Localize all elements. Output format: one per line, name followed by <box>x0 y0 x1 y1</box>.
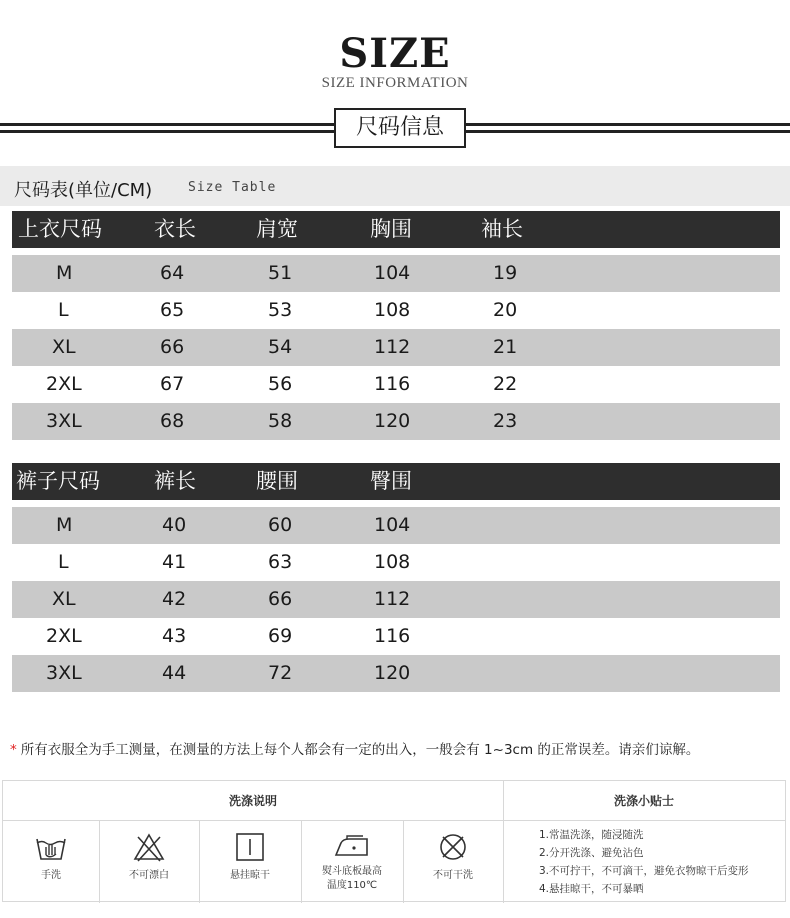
top-header-size: 上衣尺码 <box>18 217 102 241</box>
value-cell: 108 <box>374 551 411 573</box>
pants-header-hip: 臀围 <box>370 469 412 493</box>
table-row <box>12 329 780 366</box>
value-cell: 20 <box>493 299 518 321</box>
value-cell: 69 <box>268 625 293 647</box>
hand-wash-icon <box>34 831 68 863</box>
table-row <box>12 366 780 403</box>
value-cell: 108 <box>374 299 411 321</box>
value-cell: 53 <box>268 299 293 321</box>
size-cell: XL <box>52 336 76 358</box>
pants-header-length: 裤长 <box>154 469 196 493</box>
table-row <box>12 618 780 655</box>
care-label-line: 熨斗底板最高 <box>322 866 382 877</box>
page-subtitle: SIZE INFORMATION <box>321 75 469 91</box>
wash-tip: 2.分开洗涤、避免沾色 <box>539 847 644 859</box>
value-cell: 63 <box>268 551 293 573</box>
note-star: * <box>10 742 17 758</box>
wash-tip: 3.不可拧干，不可滴干，避免衣物晾干后变形 <box>539 865 749 877</box>
pants-header-waist: 腰围 <box>256 469 298 493</box>
value-cell: 51 <box>268 262 293 284</box>
size-cell: L <box>58 551 69 573</box>
no-bleach-icon <box>132 831 166 863</box>
size-cell: L <box>58 299 69 321</box>
care-item-hang-dry <box>199 821 301 903</box>
care-label <box>301 865 403 893</box>
care-label: 手洗 <box>41 870 61 881</box>
size-info-banner: 尺码信息 <box>334 108 466 148</box>
value-cell: 72 <box>268 662 293 684</box>
value-cell: 68 <box>160 410 185 432</box>
care-item-no-bleach <box>99 821 199 903</box>
care-instructions <box>2 780 786 902</box>
value-cell: 116 <box>374 373 411 395</box>
wash-tip: 1.常温洗涤，随浸随洗 <box>539 829 644 841</box>
value-cell: 67 <box>160 373 185 395</box>
pants-table-header <box>12 463 780 500</box>
size-cell: 3XL <box>46 410 82 432</box>
care-label: 悬挂晾干 <box>230 870 270 881</box>
value-cell: 112 <box>374 588 411 610</box>
value-cell: 21 <box>493 336 518 358</box>
size-cell: 2XL <box>46 373 82 395</box>
value-cell: 60 <box>268 514 293 536</box>
measurement-note <box>10 738 699 758</box>
hang-dry-icon <box>233 831 267 863</box>
top-table-header <box>12 211 780 248</box>
iron-icon <box>333 831 371 863</box>
table-row <box>12 403 780 440</box>
size-table-subtitle: Size Table <box>188 180 277 195</box>
top-header-sleeve: 袖长 <box>481 217 523 241</box>
note-text: 所有衣服全为手工测量，在测量的方法上每个人都会有一定的出入，一般会有 1~3cm 的正常误差。请亲们谅解。 <box>20 742 700 758</box>
wash-tips-title: 洗涤小贴士 <box>503 781 785 821</box>
care-item-no-dry-clean <box>403 821 503 903</box>
value-cell: 23 <box>493 410 518 432</box>
no-dry-clean-icon <box>436 831 470 863</box>
value-cell: 120 <box>374 410 411 432</box>
table-row <box>12 655 780 692</box>
value-cell: 42 <box>162 588 187 610</box>
value-cell: 41 <box>162 551 187 573</box>
value-cell: 66 <box>160 336 185 358</box>
value-cell: 54 <box>268 336 293 358</box>
wash-tip: 4.悬挂晾干，不可暴晒 <box>539 883 644 895</box>
value-cell: 65 <box>160 299 185 321</box>
care-label: 不可漂白 <box>129 870 169 881</box>
top-header-shoulder: 肩宽 <box>256 217 298 241</box>
value-cell: 19 <box>493 262 518 284</box>
size-cell: 2XL <box>46 625 82 647</box>
value-cell: 58 <box>268 410 293 432</box>
value-cell: 40 <box>162 514 187 536</box>
pants-header-size: 裤子尺码 <box>16 469 100 493</box>
wash-instructions-title: 洗涤说明 <box>3 781 503 821</box>
table-row <box>12 581 780 618</box>
care-item-hand-wash <box>3 821 99 903</box>
care-divider <box>503 781 504 903</box>
value-cell: 43 <box>162 625 187 647</box>
value-cell: 44 <box>162 662 187 684</box>
care-label-line: 温度110℃ <box>326 880 378 891</box>
value-cell: 104 <box>374 514 411 536</box>
table-row <box>12 255 780 292</box>
size-cell: 3XL <box>46 662 82 684</box>
table-row <box>12 544 780 581</box>
value-cell: 104 <box>374 262 411 284</box>
table-row <box>12 292 780 329</box>
size-cell: M <box>56 262 73 284</box>
value-cell: 66 <box>268 588 293 610</box>
top-header-length: 衣长 <box>154 217 196 241</box>
care-item-iron <box>301 821 403 903</box>
size-cell: XL <box>52 588 76 610</box>
size-cell: M <box>56 514 73 536</box>
page-title: SIZE <box>339 30 451 77</box>
table-row <box>12 507 780 544</box>
value-cell: 112 <box>374 336 411 358</box>
size-table-title-bar <box>0 166 790 206</box>
care-label: 不可干洗 <box>433 870 473 881</box>
top-header-chest: 胸围 <box>370 217 412 241</box>
value-cell: 56 <box>268 373 293 395</box>
value-cell: 116 <box>374 625 411 647</box>
value-cell: 120 <box>374 662 411 684</box>
value-cell: 64 <box>160 262 185 284</box>
value-cell: 22 <box>493 373 518 395</box>
size-table-title: 尺码表(单位/CM) <box>14 180 153 201</box>
